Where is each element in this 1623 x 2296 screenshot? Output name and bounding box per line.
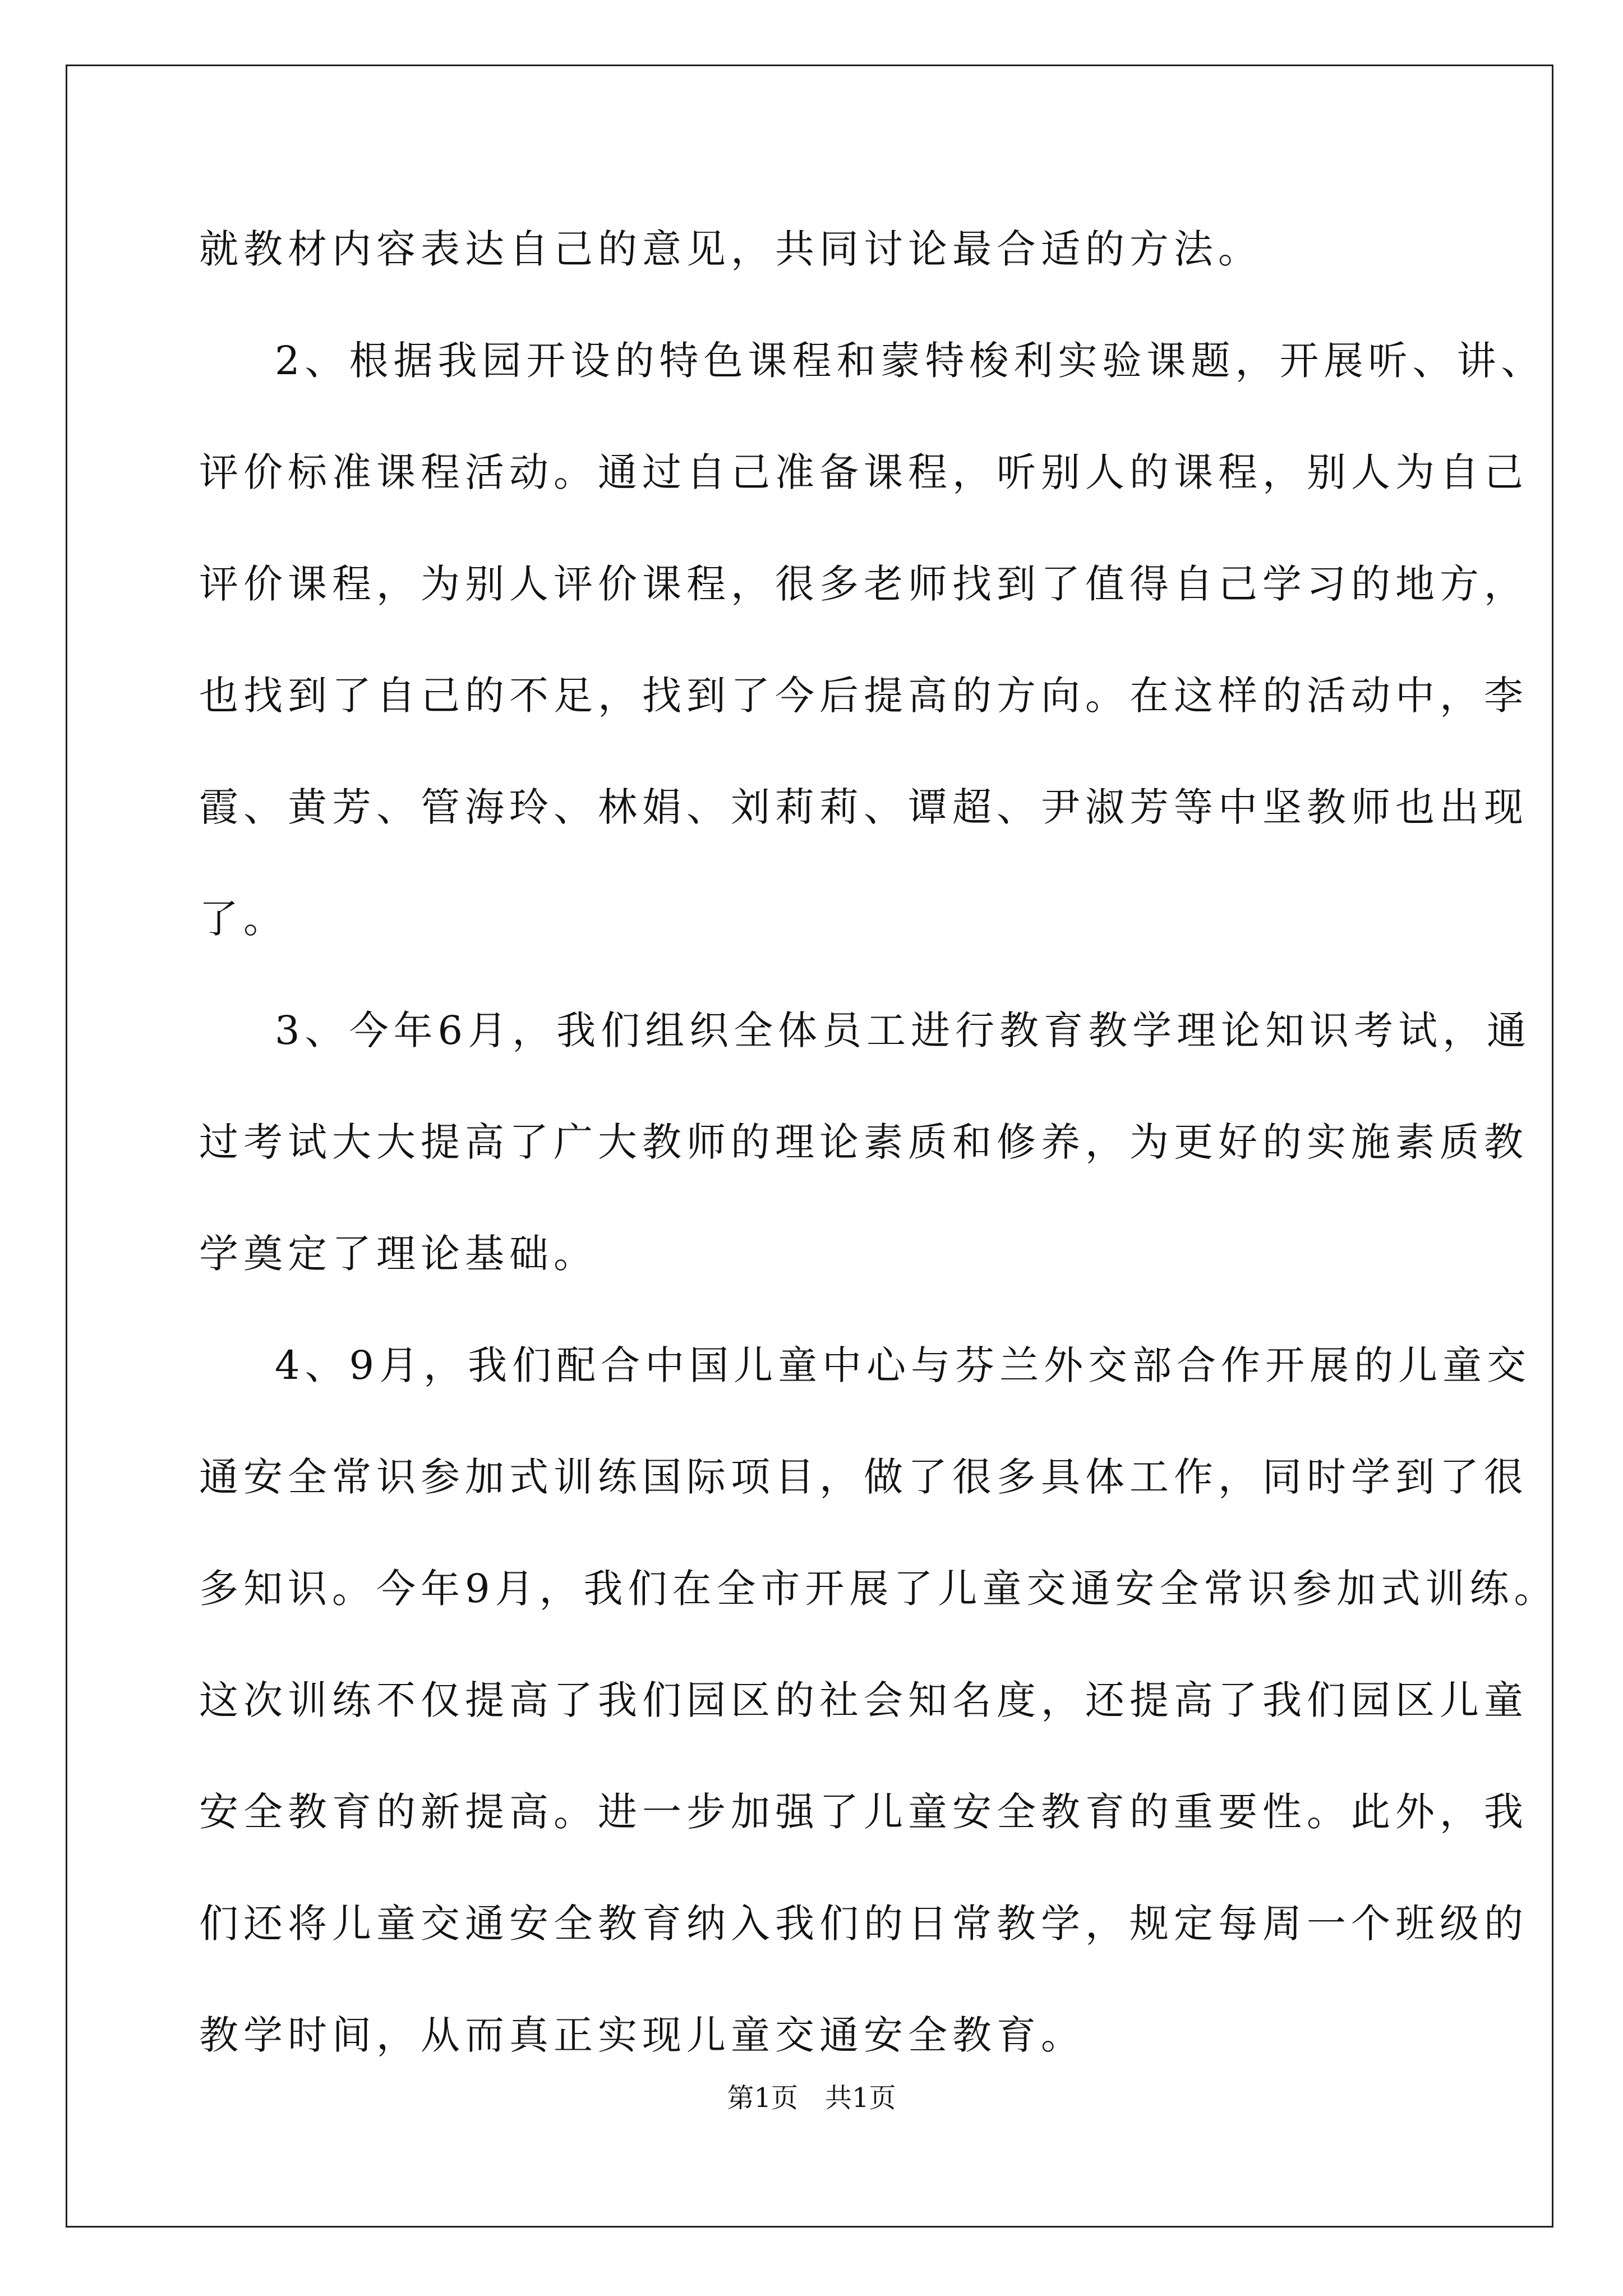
document-body bbox=[199, 194, 1559, 2091]
text-line: 就教材内容表达自己的意见，共同讨论最合适的方法。 bbox=[199, 226, 1262, 272]
text-line: 4、9月，我们配合中国儿童中心与芬兰外交部合作开展的儿童交 bbox=[275, 1342, 1532, 1388]
text-line: 这次训练不仅提高了我们园区的社会知名度，还提高了我们园区儿童 bbox=[199, 1677, 1528, 1723]
text-line: 多知识。今年9月，我们在全市开展了儿童交通安全常识参加式训练。 bbox=[199, 1566, 1559, 1612]
text-line: 过考试大大提高了广大教师的理论素质和修养，为更好的实施素质教 bbox=[199, 1119, 1528, 1165]
text-line: 霞、黄芳、管海玲、林娟、刘莉莉、谭超、尹淑芳等中坚教师也出现 bbox=[199, 784, 1528, 830]
page-number-footer: 第1页 共1页 bbox=[727, 2082, 896, 2114]
text-line: 安全教育的新提高。进一步加强了儿童安全教育的重要性。此外，我 bbox=[199, 1789, 1528, 1835]
text-line: 学奠定了理论基础。 bbox=[199, 1231, 598, 1277]
text-line: 通安全常识参加式训练国际项目，做了很多具体工作，同时学到了很 bbox=[199, 1454, 1528, 1500]
text-line: 了。 bbox=[199, 896, 288, 942]
text-line: 2、根据我园开设的特色课程和蒙特梭利实验课题，开展听、讲、 bbox=[275, 338, 1546, 384]
text-line: 评价标准课程活动。通过自己准备课程，听别人的课程，别人为自己 bbox=[199, 449, 1528, 495]
text-line: 评价课程，为别人评价课程，很多老师找到了值得自己学习的地方， bbox=[199, 561, 1528, 607]
text-line: 们还将儿童交通安全教育纳入我们的日常教学，规定每周一个班级的 bbox=[199, 1901, 1528, 1947]
text-line: 教学时间，从而真正实现儿童交通安全教育。 bbox=[199, 2012, 1085, 2058]
text-line: 3、今年6月，我们组织全体员工进行教育教学理论知识考试，通 bbox=[275, 1007, 1532, 1053]
text-line: 也找到了自己的不足，找到了今后提高的方向。在这样的活动中，李 bbox=[199, 673, 1528, 719]
